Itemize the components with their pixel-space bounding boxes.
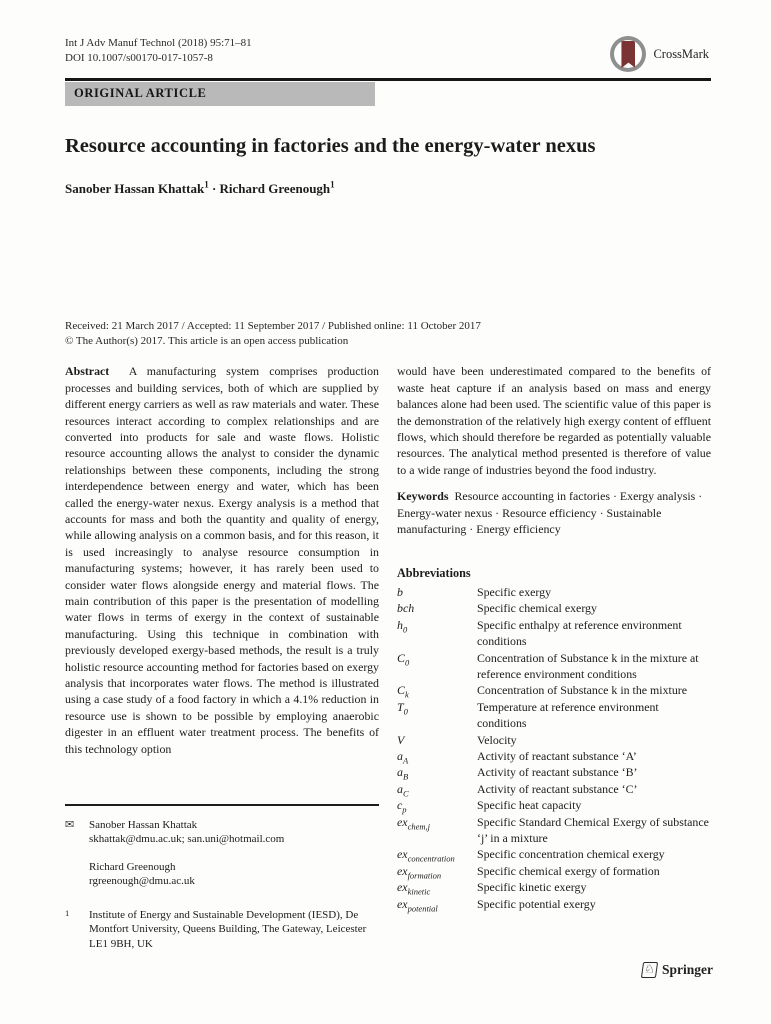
- abbreviation-symbol: [397, 732, 477, 748]
- symbol-base: ex: [397, 863, 408, 878]
- correspondence-entry: [65, 860, 379, 889]
- keywords-block: [397, 488, 711, 538]
- abbreviation-row: [397, 584, 711, 600]
- springer-logo: [642, 962, 713, 978]
- abbreviation-row: [397, 781, 711, 797]
- keywords-text: Resource accounting in factories · Exergy analysis · Energy-water nexus · Resource efficiency · Sustainable manufacturing · Energy efficiency: [397, 489, 703, 537]
- symbol-base: V: [397, 732, 405, 747]
- abstract-text: A manufacturing system comprises production processes and building services, both of which are supplied by different energy carriers as well as raw materials and water. These resources interact according to complex relationships and are converted into products for sale and waste flows. Holistic resource accounting allows the analyst to consider the dynamic relationships between these components, including the strong interdependence between energy and water, which has been called the energy-water nexus. Exergy analysis is a method that accounts for mass and both the quantity and quality of energy, while allowing analysis on a common basis, and for this reason, it is used increasingly to analyse resource consumption in manufacturing systems; however, it has rarely been used to consider water flows alongside energy and material flows. The main contribution of this paper is the presentation of modelling water flows in terms of exergy in the context of sustainable manufacturing. Using this technique in combination with previously developed exergy-based methods, the result is a truly holistic resource accounting method for factories based on exergy analysis that incorporates water flows. The method is illustrated using a case study of a food factory in which a 4.1% reduction in resource use is shown to be possible by employing anaerobic digester in an effluent water treatment process. The benefits of this technology option: [65, 364, 379, 756]
- abbreviation-symbol: [397, 682, 477, 698]
- abbreviation-row: [397, 814, 711, 847]
- symbol-subscript: A: [402, 755, 409, 766]
- abbreviation-symbol: [397, 764, 477, 780]
- abbreviation-symbol: [397, 699, 477, 732]
- abbreviation-row: [397, 748, 711, 764]
- abbreviation-row: [397, 732, 711, 748]
- correspondence-text: [89, 818, 284, 847]
- page-header: [65, 36, 711, 76]
- symbol-base: ex: [397, 847, 408, 862]
- author-name: Sanober Hassan Khattak: [65, 181, 205, 197]
- abbreviation-symbol: [397, 814, 477, 847]
- abbreviation-description: Temperature at reference environment conditions: [477, 699, 659, 731]
- abstract-paragraph: [65, 363, 379, 757]
- symbol-subscript: concentration: [407, 853, 455, 864]
- abbreviation-symbol: [397, 748, 477, 764]
- symbol-base: T: [397, 699, 404, 714]
- affiliation-mark: 1: [330, 180, 335, 190]
- symbol-subscript: p: [402, 804, 407, 815]
- affiliations: [65, 908, 379, 952]
- correspondent-emails: rgreenough@dmu.ac.uk: [89, 875, 195, 888]
- abbreviation-row: [397, 600, 711, 616]
- abbreviation-description: Specific concentration chemical exergy: [477, 847, 665, 862]
- two-column-body: [65, 363, 711, 951]
- symbol-base: h: [397, 617, 403, 632]
- abbreviation-description: Specific kinetic exergy: [477, 880, 587, 895]
- symbol-subscript: C: [402, 788, 409, 799]
- symbol-base: C: [397, 650, 405, 665]
- abbreviation-symbol: [397, 600, 477, 616]
- doi-line: DOI 10.1007/s00170-017-1057-8: [65, 52, 213, 64]
- symbol-base: a: [397, 781, 403, 796]
- symbol-subscript: kinetic: [407, 886, 431, 897]
- symbol-base: ex: [397, 896, 408, 911]
- left-column: [65, 363, 379, 951]
- affiliation-number: 1: [65, 907, 70, 918]
- symbol-base: ex: [397, 814, 408, 829]
- abbreviation-description: Concentration of Substance k in the mixture: [477, 683, 688, 698]
- abbreviation-row: [397, 797, 711, 813]
- correspondence-entry: [65, 818, 379, 847]
- abbreviation-row: [397, 699, 711, 732]
- abbreviations-list: [397, 584, 711, 912]
- symbol-subscript: potential: [407, 903, 438, 914]
- author-separator: ·: [211, 181, 220, 197]
- correspondent-name: Sanober Hassan Khattak: [89, 818, 198, 831]
- abbreviations-heading: Abbreviations: [397, 565, 471, 580]
- abbreviation-description: Specific enthalpy at reference environment conditions: [477, 617, 682, 649]
- symbol-subscript: 0: [403, 706, 408, 717]
- affiliation-text: Institute of Energy and Sustainable Development (IESD), De Montfort University, Queens Building, The Gateway, Leicester LE1 9BH, UK: [89, 908, 367, 950]
- abbreviation-symbol: [397, 896, 477, 912]
- symbol-base: c: [397, 798, 403, 813]
- envelope-icon: [65, 860, 89, 889]
- crossmark-badge: [610, 36, 709, 72]
- abbreviation-row: [397, 846, 711, 862]
- abbreviation-description: Activity of reactant substance ‘C’: [477, 781, 638, 796]
- correspondent-name: Richard Greenough: [89, 860, 176, 873]
- author-name: Richard Greenough: [219, 181, 331, 197]
- affiliation: [65, 908, 379, 952]
- abbreviation-symbol: [397, 781, 477, 797]
- abbreviation-description: Specific exergy: [477, 584, 552, 599]
- symbol-base: ex: [397, 880, 408, 895]
- abbreviation-row: [397, 896, 711, 912]
- symbol-subscript: k: [404, 689, 409, 700]
- abbreviation-symbol: [397, 863, 477, 879]
- abbreviation-description: Specific chemical exergy: [477, 601, 597, 616]
- abbreviation-description: Activity of reactant substance ‘B’: [477, 765, 638, 780]
- bookmark-icon: [621, 41, 635, 68]
- page-title: Resource accounting in factories and the energy-water nexus: [65, 135, 596, 157]
- symbol-base: a: [397, 749, 403, 764]
- springer-horse-icon: ♘: [641, 962, 658, 978]
- abbreviation-description: Activity of reactant substance ‘A’: [477, 749, 637, 764]
- abbreviation-description: Specific heat capacity: [477, 798, 582, 813]
- symbol-base: b: [397, 584, 403, 599]
- correspondence-block: [65, 804, 379, 951]
- abbreviation-row: [397, 682, 711, 698]
- abbreviation-symbol: [397, 846, 477, 862]
- abbreviation-symbol: [397, 797, 477, 813]
- author: [65, 181, 209, 196]
- abbreviation-symbol: [397, 879, 477, 895]
- correspondence-text: [89, 860, 195, 889]
- footnote-rule: [65, 804, 379, 806]
- header-rule: [65, 78, 711, 81]
- abbreviation-description: Velocity: [477, 732, 517, 747]
- abbreviation-row: [397, 764, 711, 780]
- abstract-label: Abstract: [65, 364, 110, 379]
- authors-line: [65, 180, 711, 197]
- crossmark-label: CrossMark: [653, 46, 709, 61]
- symbol-base: C: [397, 683, 405, 698]
- article-type-badge: ORIGINAL ARTICLE: [65, 82, 375, 106]
- abstract-continued: would have been underestimated compared to the benefits of waste heat capture if an analysis based on mass and energy balances alone had been used. The scientific value of this paper is the demonstration of the relatively high exergy content of effluent flows, which should therefore be regarded as potentially valuable resources. The analytical method presented is therefore of value to a wide range of industries beyond the food industry.: [397, 364, 711, 477]
- crossmark-icon: [610, 36, 646, 72]
- correspondence-entries: [65, 818, 379, 889]
- copyright-line: © The Author(s) 2017. This article is an open access publication: [65, 335, 349, 348]
- abbreviation-symbol: [397, 650, 477, 683]
- abbreviation-symbol: [397, 584, 477, 600]
- abbreviation-description: Specific potential exergy: [477, 896, 596, 911]
- abbreviation-symbol: [397, 617, 477, 650]
- springer-label: Springer: [661, 962, 713, 977]
- abbreviation-description: Concentration of Substance k in the mixture at reference environment conditions: [477, 650, 699, 681]
- abbreviation-row: [397, 650, 711, 683]
- abbreviation-row: [397, 879, 711, 895]
- right-column: [397, 363, 711, 951]
- symbol-subscript: 0: [404, 656, 410, 667]
- abbreviation-row: [397, 863, 711, 879]
- keywords-label: Keywords: [397, 489, 449, 504]
- journal-ref: Int J Adv Manuf Technol (2018) 95:71–81: [65, 37, 252, 49]
- symbol-subscript: 0: [402, 624, 408, 635]
- author: [212, 181, 335, 196]
- symbol-subscript: B: [402, 771, 409, 782]
- dates-line: Received: 21 March 2017 / Accepted: 11 September 2017 / Published online: 11 October 2017: [65, 320, 481, 333]
- abbreviation-description: Specific chemical exergy of formation: [477, 863, 660, 878]
- journal-meta: [65, 36, 252, 66]
- affiliation-mark: 1: [204, 180, 209, 190]
- abbreviation-description: Specific Standard Chemical Exergy of substance ‘j’ in a mixture: [477, 814, 709, 846]
- correspondent-emails: skhattak@dmu.ac.uk; san.uni@hotmail.com: [89, 833, 285, 846]
- symbol-base: bch: [397, 601, 415, 616]
- envelope-icon: ✉: [65, 818, 75, 831]
- symbol-base: a: [397, 765, 403, 780]
- abbreviation-row: [397, 617, 711, 650]
- symbol-subscript: formation: [407, 870, 442, 881]
- symbol-subscript: chem,j: [407, 821, 430, 832]
